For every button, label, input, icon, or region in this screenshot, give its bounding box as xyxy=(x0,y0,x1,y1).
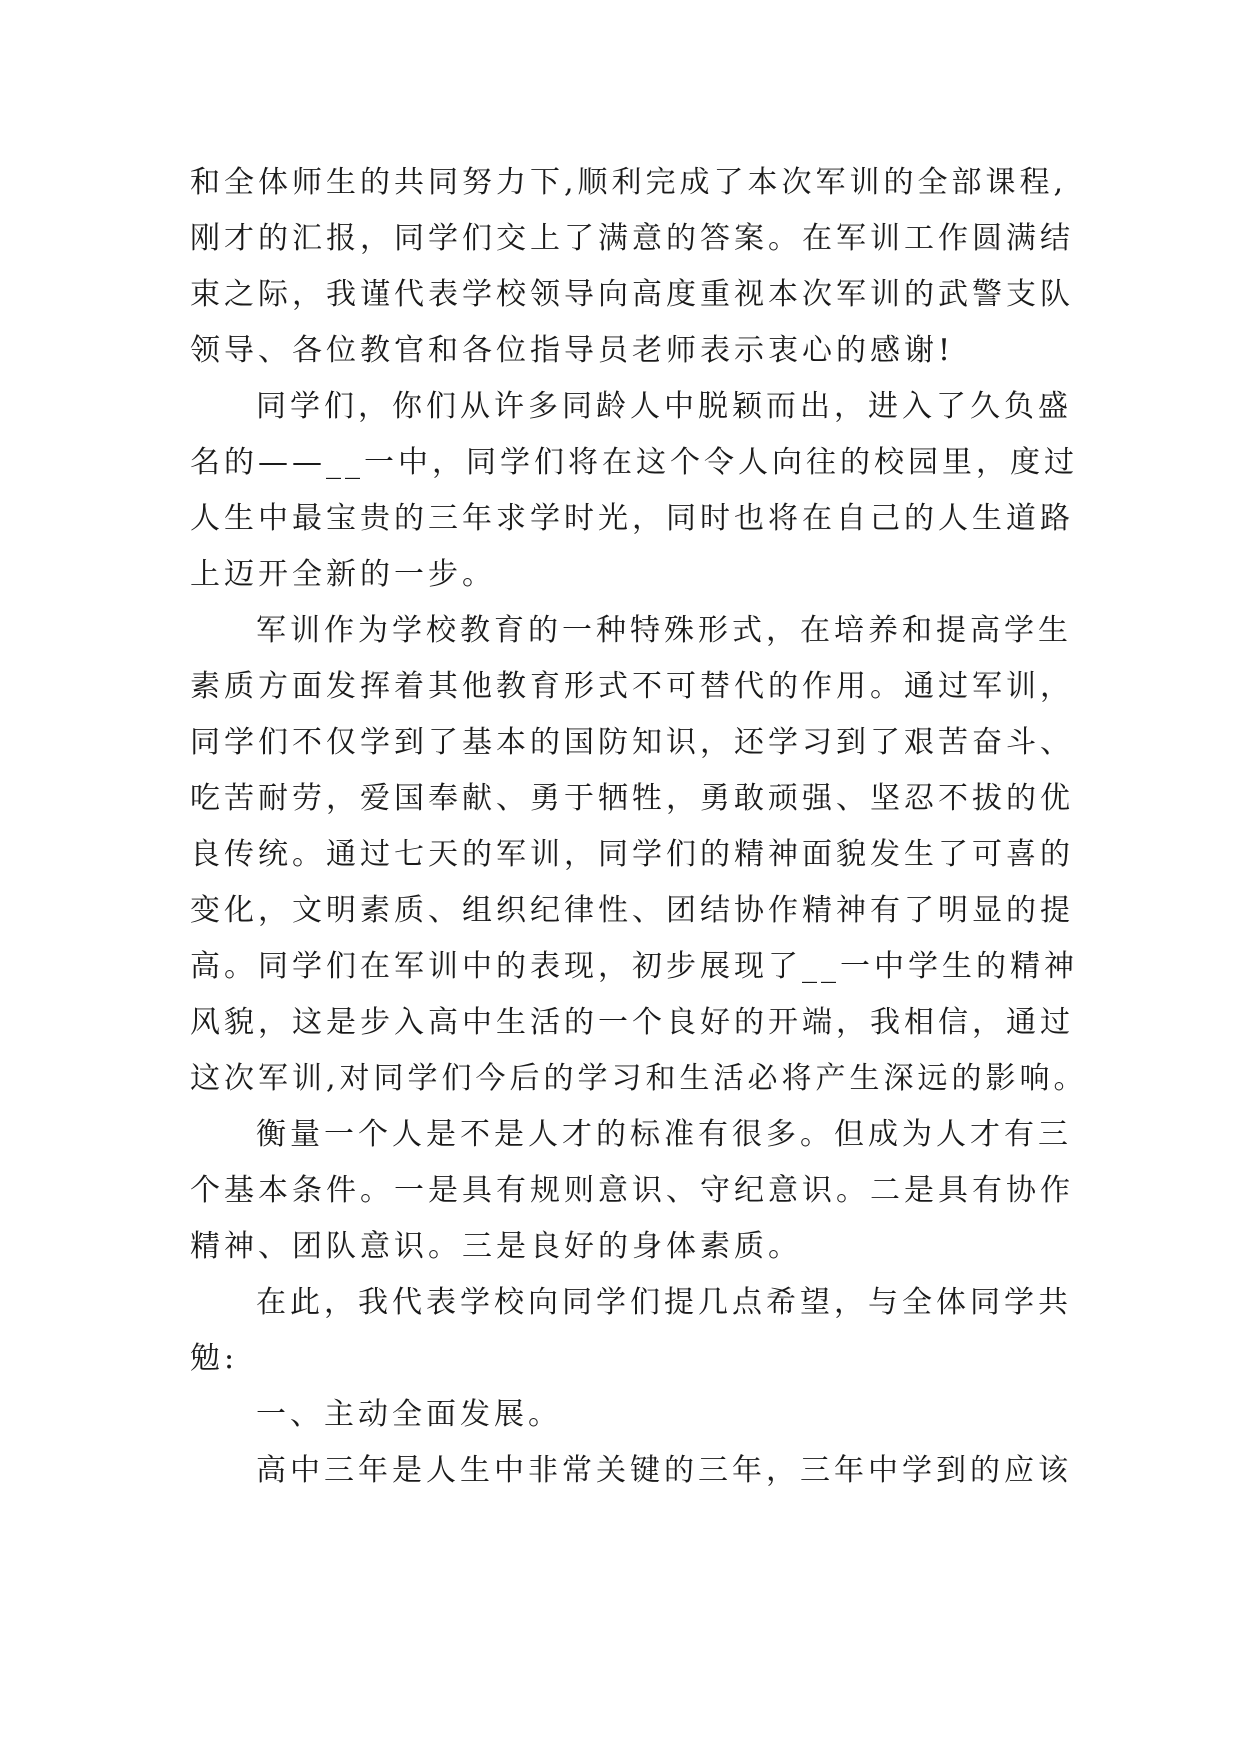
text-line: 领导、各位教官和各位指导员老师表示衷心的感谢! xyxy=(190,333,955,368)
document-body xyxy=(190,155,1088,1499)
text-line: 名的——__一中，同学们将在这个令人向往的校园里，度过 xyxy=(190,445,1078,480)
text-line: 风貌，这是步入高中生活的一个良好的开端，我相信，通过 xyxy=(190,1005,1074,1040)
paragraph-start-line: 军训作为学校教育的一种特殊形式，在培养和提高学生 xyxy=(256,613,1072,648)
paragraph-start-line: 高中三年是人生中非常关键的三年，三年中学到的应该 xyxy=(256,1453,1072,1488)
text-line: 个基本条件。一是具有规则意识、守纪意识。二是具有协作 xyxy=(190,1173,1074,1208)
text-line: 刚才的汇报，同学们交上了满意的答案。在军训工作圆满结 xyxy=(190,221,1074,256)
text-line: 上迈开全新的一步。 xyxy=(190,557,496,592)
paragraph-start-line: 衡量一个人是不是人才的标准有很多。但成为人才有三 xyxy=(256,1117,1072,1152)
paragraph-start-line: 在此，我代表学校向同学们提几点希望，与全体同学共 xyxy=(256,1285,1072,1320)
text-line: 人生中最宝贵的三年求学时光，同时也将在自己的人生道路 xyxy=(190,501,1074,536)
text-line: 同学们不仅学到了基本的国防知识，还学习到了艰苦奋斗、 xyxy=(190,725,1074,760)
text-line: 良传统。通过七天的军训，同学们的精神面貌发生了可喜的 xyxy=(190,837,1074,872)
text-line: 变化，文明素质、组织纪律性、团结协作精神有了明显的提 xyxy=(190,893,1074,928)
section-heading: 一、主动全面发展。 xyxy=(256,1397,562,1432)
text-line: 精神、团队意识。三是良好的身体素质。 xyxy=(190,1229,802,1264)
text-line: 高。同学们在军训中的表现，初步展现了__一中学生的精神 xyxy=(190,949,1078,984)
text-line: 素质方面发挥着其他教育形式不可替代的作用。通过军训， xyxy=(190,669,1074,704)
text-line: 吃苦耐劳，爱国奉献、勇于牺牲，勇敢顽强、坚忍不拔的优 xyxy=(190,781,1074,816)
text-line: 束之际，我谨代表学校领导向高度重视本次军训的武警支队 xyxy=(190,277,1074,312)
text-line: 和全体师生的共同努力下,顺利完成了本次军训的全部课程, xyxy=(190,165,1068,200)
text-line: 勉: xyxy=(190,1341,239,1376)
paragraph-start-line: 同学们，你们从许多同龄人中脱颖而出，进入了久负盛 xyxy=(256,389,1072,424)
text-line: 这次军训,对同学们今后的学习和生活必将产生深远的影响。 xyxy=(190,1061,1088,1096)
